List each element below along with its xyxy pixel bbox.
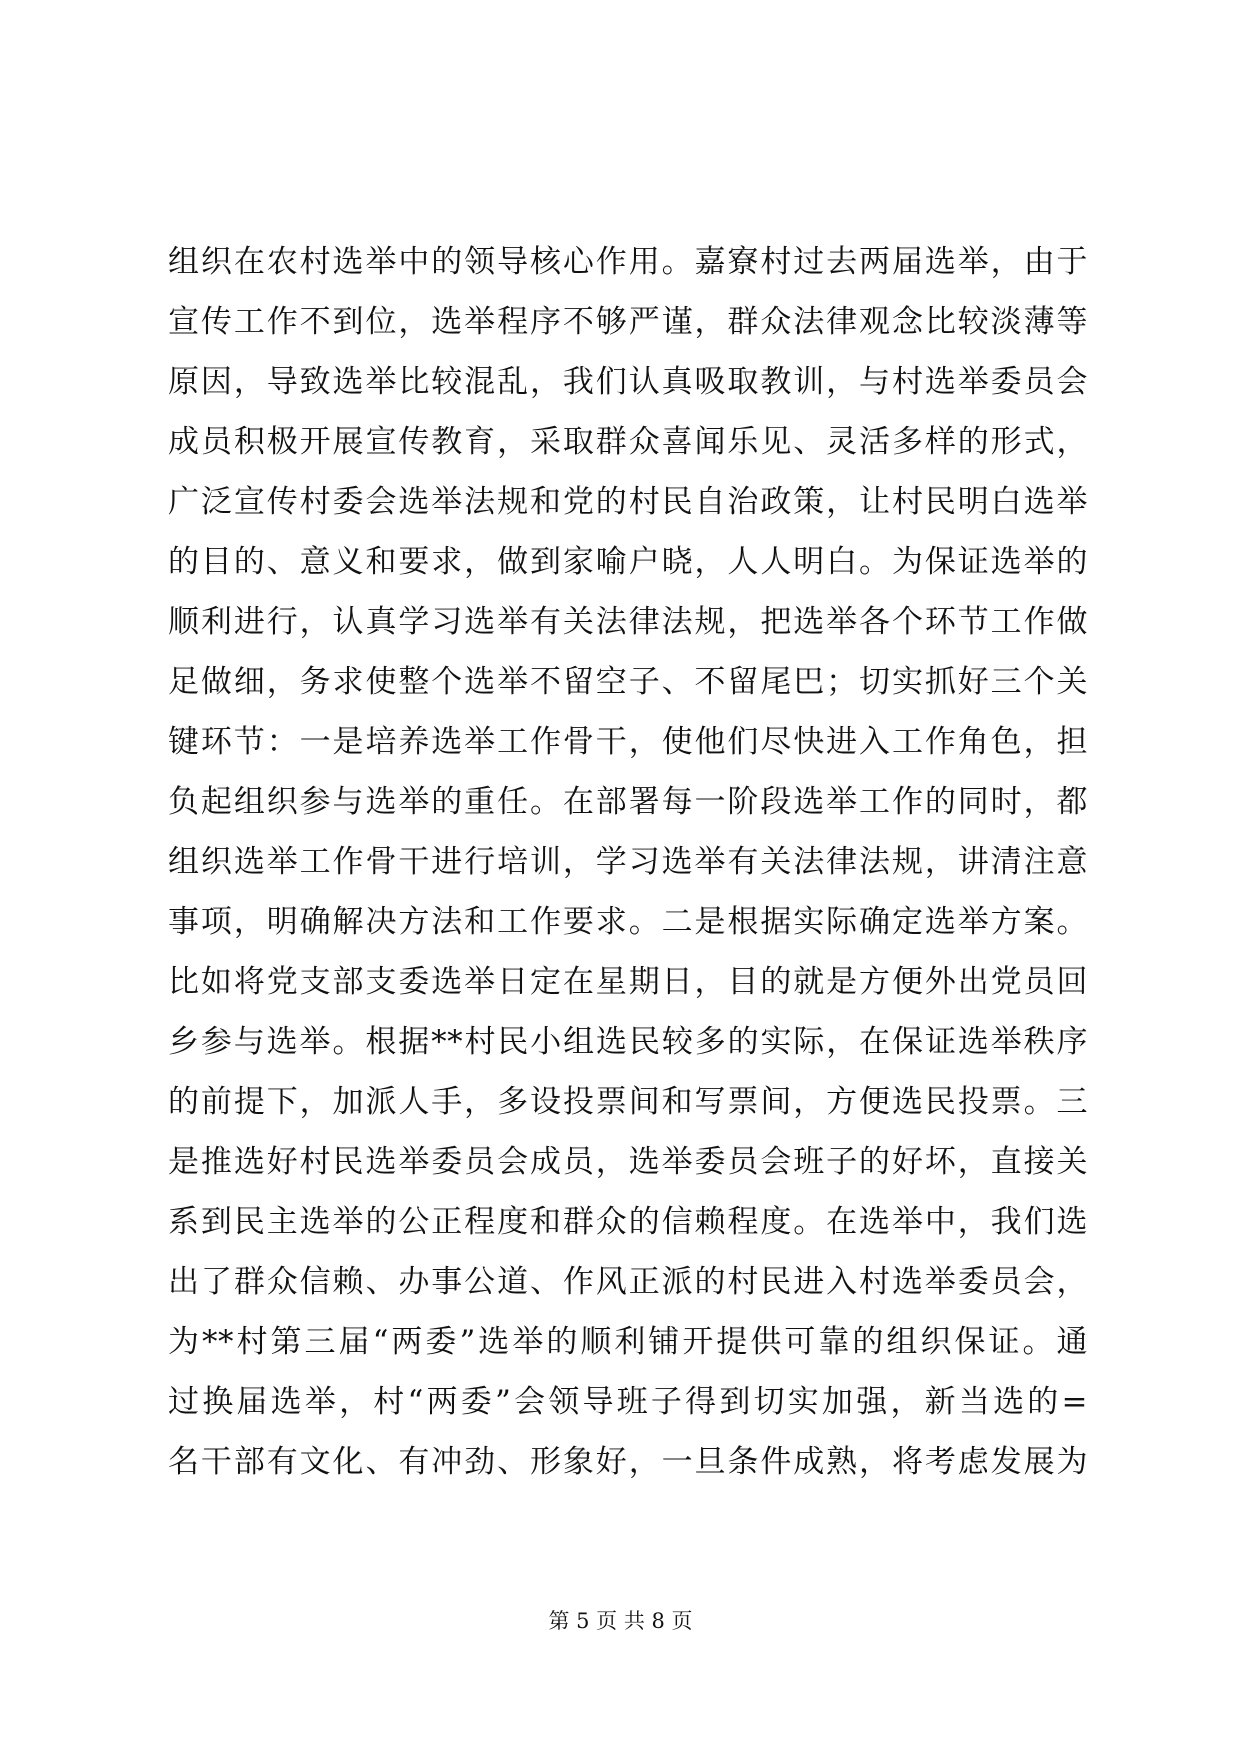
text-line: 乡参与选举。根据**村民小组选民较多的实际，在保证选举秩序 <box>168 1024 1088 1060</box>
page-number-footer: 第 5 页 共 8 页 <box>548 1609 693 1633</box>
text-line: 成员积极开展宣传教育，采取群众喜闻乐见、灵活多样的形式， <box>168 424 1088 460</box>
text-line: 原因，导致选举比较混乱，我们认真吸取教训，与村选举委员会 <box>168 364 1088 400</box>
text-line: 顺利进行，认真学习选举有关法律法规，把选举各个环节工作做 <box>168 604 1088 640</box>
text-line: 名干部有文化、有冲劲、形象好，一旦条件成熟，将考虑发展为 <box>168 1444 1088 1480</box>
text-line: 比如将党支部支委选举日定在星期日，目的就是方便外出党员回 <box>168 964 1088 1000</box>
text-line: 组织在农村选举中的领导核心作用。嘉寮村过去两届选举，由于 <box>168 244 1088 280</box>
text-line: 事项，明确解决方法和工作要求。二是根据实际确定选举方案。 <box>168 904 1088 940</box>
text-line: 负起组织参与选举的重任。在部署每一阶段选举工作的同时，都 <box>168 784 1088 820</box>
text-line: 出了群众信赖、办事公道、作风正派的村民进入村选举委员会， <box>168 1264 1088 1300</box>
text-line: 系到民主选举的公正程度和群众的信赖程度。在选举中，我们选 <box>168 1204 1088 1240</box>
text-line: 的目的、意义和要求，做到家喻户晓，人人明白。为保证选举的 <box>168 544 1088 580</box>
text-line: 广泛宣传村委会选举法规和党的村民自治政策，让村民明白选举 <box>168 484 1088 520</box>
text-line: 过换届选举，村“两委”会领导班子得到切实加强，新当选的= <box>168 1384 1088 1420</box>
body-paragraph <box>168 232 1088 1492</box>
text-line: 组织选举工作骨干进行培训，学习选举有关法律法规，讲清注意 <box>168 844 1088 880</box>
text-line: 为**村第三届“两委”选举的顺利铺开提供可靠的组织保证。通 <box>168 1324 1088 1360</box>
text-line: 的前提下，加派人手，多设投票间和写票间，方便选民投票。三 <box>168 1084 1088 1120</box>
text-line: 足做细，务求使整个选举不留空子、不留尾巴；切实抓好三个关 <box>168 664 1088 700</box>
text-line: 是推选好村民选举委员会成员，选举委员会班子的好坏，直接关 <box>168 1144 1088 1180</box>
text-line: 宣传工作不到位，选举程序不够严谨，群众法律观念比较淡薄等 <box>168 304 1088 340</box>
text-line: 键环节：一是培养选举工作骨干，使他们尽快进入工作角色，担 <box>168 724 1088 760</box>
